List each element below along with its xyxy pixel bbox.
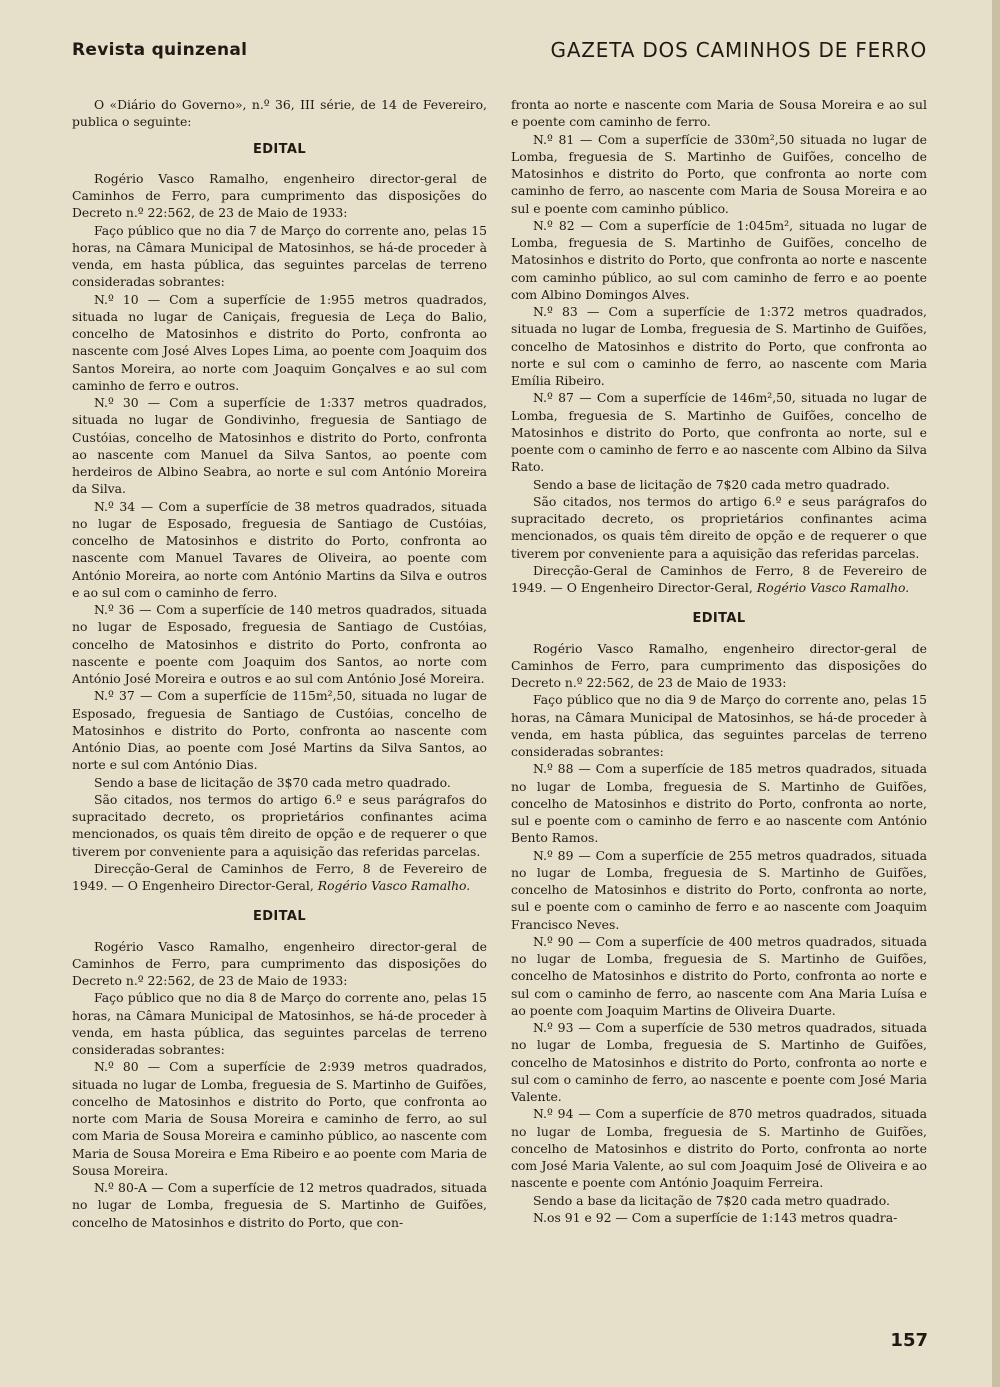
closing-text: Direcção-Geral de Caminhos de Ferro, 8 de Fevereiro de 1949. — O Engenheiro Director-Geral, [511,562,927,595]
header-section-label: Revista quinzenal [72,40,248,60]
edital-2-paragraph: N.º 81 — Com a superfície de 330m²,50 situada no lugar de Lomba, freguesia de S. Martinho de Guifões, concelho de Matosinhos e distrito do Porto, que confronta ao norte com caminho de ferro, ao nascente com Maria de Sousa Moreira e ao sul e poente com caminho público. [511,131,927,216]
edital-1-paragraph: Sendo a base de licitação de 3$70 cada metro quadrado. [94,774,451,790]
edital-2-paragraph: N.º 80-A — Com a superfície de 12 metros quadrados, situada no lugar de Lomba, freguesia de S. Martinho de Guifões, concelho de Matosinhos e distrito do Porto, que con- [72,1180,487,1230]
edital-1-paragraph: Rogério Vasco Ramalho, engenheiro director-geral de Caminhos de Ferro, para cumprimento das disposições do Decreto n.º 22:562, de 23 de Maio de 1933: [72,170,487,221]
edital-1-paragraph: Faço público que no dia 7 de Março do corrente ano, pelas 15 horas, na Câmara Municipal de Matosinhos, se há-de proceder à venda, em hasta pública, das seguintes parcelas de terreno consideradas sobrantes: [72,222,487,290]
signature: Rogério Vasco Ramalho. [317,878,471,893]
edital-2-paragraph: Faço público que no dia 8 de Março do corrente ano, pelas 15 horas, na Câmara Municipal de Matosinhos, se há-de proceder à venda, em hasta pública, das seguintes parcelas de terreno consideradas sobrantes: [72,990,487,1057]
page-edge [992,0,1000,1387]
edital-3-paragraph: Faço público que no dia 9 de Março do corrente ano, pelas 15 horas, na Câmara Municipal de Matosinhos, se há-de proceder à venda, em hasta pública, das seguintes parcelas de terreno consideradas sobrantes: [511,692,927,759]
edital-3-paragraph: N.º 88 — Com a superfície de 185 metros quadrados, situada no lugar de Lomba, freguesia de S. Martinho de Guifões, concelho de Matosinhos e distrito do Porto, confronta ao norte, sul e poente com o caminho de ferro e ao nascente com António Bento Ramos. [511,761,927,846]
edital-2-paragraph: N.º 80 — Com a superfície de 2:939 metros quadrados, situada no lugar de Lomba, freguesia de S. Martinho de Guifões, concelho de Matosinhos e distrito do Porto, que confronta ao norte com Maria de Sousa Moreira e caminho de ferro, ao sul com Maria de Sousa Moreira e caminho público, ao nascente com Maria de Sousa Moreira e Ema Ribeiro e ao poente com Maria de Sousa Moreira. [72,1059,487,1178]
edital-1-paragraph: São citados, nos termos do artigo 6.º e seus parágrafos do supracitado decreto, os proprietários confinantes acima mencionados, os quais têm direito de opção e de requerer o que tiverem por conveniente para a aquisição das referidas parcelas. [72,791,487,859]
edital-3-paragraph: Rogério Vasco Ramalho, engenheiro director-geral de Caminhos de Ferro, para cumprimento das disposições do Decreto n.º 22:562, de 23 de Maio de 1933: [511,640,927,690]
edital-1-paragraph: N.º 10 — Com a superfície de 1:955 metros quadrados, situada no lugar de Caniçais, freguesia de Leça do Balio, concelho de Matosinhos e distrito do Porto, confronta ao nascente com José Alves Lopes Lima, ao poente com Joaquim dos Santos Moreira, ao norte com Joaquim Gonçalves e ao sul com caminho de ferro e outros. [72,291,487,393]
edital-3-paragraph: N.º 89 — Com a superfície de 255 metros quadrados, situada no lugar de Lomba, freguesia de S. Martinho de Guifões, concelho de Matosinhos e distrito do Porto, confronta ao norte, sul e poente com o caminho de ferro e ao nascente com Joaquim Francisco Neves. [511,847,927,932]
signature: Rogério Vasco Ramalho. [756,580,910,595]
edital-2-title: EDITAL [252,909,307,925]
edital-1-paragraph: N.º 34 — Com a superfície de 38 metros quadrados, situada no lugar de Esposado, freguesia de Santiago de Custóias, concelho de Matosinhos e distrito do Porto, confronta ao nascente com Manuel Tavares de Oliveira, ao poente com António Moreira, ao norte com António Martins da Silva e outros e ao sul com o caminho de ferro. [72,498,487,600]
edital-1-paragraph: N.º 36 — Com a superfície de 140 metros quadrados, situada no lugar de Esposado, freguesia de Santiago de Custóias, concelho de Matosinhos e distrito do Porto, confronta ao nascente e poente com Joaquim dos Santos, ao norte com António José Moreira e outros e ao sul com António José Moreira. [72,602,487,686]
edital-3-paragraph: N.º 93 — Com a superfície de 530 metros quadrados, situada no lugar de Lomba, freguesia de S. Martinho de Guifões, concelho de Matosinhos e distrito do Porto, confronta ao norte e sul com o caminho de ferro, ao nascente e poente com José Maria Valente. [511,1020,927,1104]
edital-3-paragraph: Sendo a base da licitação de 7$20 cada metro quadrado. [533,1192,890,1208]
edital-3-title: EDITAL [692,611,746,627]
edital-2-closing [511,562,927,597]
edital-3-paragraph: N.º 90 — Com a superfície de 400 metros quadrados, situada no lugar de Lomba, freguesia de S. Martinho de Guifões, concelho de Matosinhos e distrito do Porto, confronta ao norte e sul com o caminho de ferro, ao nascente com Ana Maria Luísa e ao poente com Joaquim Martins de Oliveira Duarte. [511,933,927,1018]
edital-2-paragraph: Sendo a base de licitação de 7$20 cada metro quadrado. [533,476,890,492]
left-column [72,96,487,1231]
page-number: 157 [890,1330,928,1351]
edital-1-paragraph: N.º 37 — Com a superfície de 115m²,50, situada no lugar de Esposado, freguesia de Santiago de Custóias, concelho de Matosinhos e distrito do Porto, confronta ao nascente com António Dias, ao poente com José Martins da Silva Santos, ao norte e sul com António Dias. [72,688,487,773]
header-publication-title: GAZETA DOS CAMINHOS DE FERRO [550,38,927,62]
page-header [72,38,927,68]
edital-2-paragraph: Rogério Vasco Ramalho, engenheiro director-geral de Caminhos de Ferro, para cumprimento das disposições do Decreto n.º 22:562, de 23 de Maio de 1933: [72,938,487,988]
edital-2-paragraph: N.º 83 — Com a superfície de 1:372 metros quadrados, situada no lugar de Lomba, freguesia de S. Martinho de Guifões, concelho de Matosinhos e distrito do Porto, que confronta ao norte e sul com o caminho de ferro, ao nascente com Maria Emília Ribeiro. [511,304,927,388]
edital-1-paragraph: N.º 30 — Com a superfície de 1:337 metros quadrados, situada no lugar de Gondivinho, freguesia de Santiago de Custóias, concelho de Matosinhos e distrito do Porto, confronta ao nascente com Manuel da Silva Santos, ao poente com herdeiros de Albino Seabra, ao norte e sul com António Moreira da Silva. [72,395,487,497]
closing-text: Direcção-Geral de Caminhos de Ferro, 8 de Fevereiro de 1949. — O Engenheiro Director-Geral, [72,860,487,893]
edital-1-title: EDITAL [252,141,307,157]
edital-2-paragraph: N.º 87 — Com a superfície de 146m²,50, situada no lugar de Lomba, freguesia de S. Martinho de Guifões, concelho de Matosinhos e distrito do Porto, que confronta ao norte, sul e poente com o caminho de ferro e ao nascente com Albino da Silva Rato. [511,390,927,475]
edital-3-paragraph: N.os 91 e 92 — Com a superfície de 1:143 metros quadra- [533,1209,898,1225]
edital-1-closing [72,860,487,895]
continued-paragraph: fronta ao norte e nascente com Maria de Sousa Moreira e ao sul e poente com caminho de ferro. [511,97,927,130]
intro-paragraph: O «Diário do Governo», n.º 36, III série, de 14 de Fevereiro, publica o seguinte: [72,97,487,130]
edital-3-paragraph: N.º 94 — Com a superfície de 870 metros quadrados, situada no lugar de Lomba, freguesia de S. Martinho de Guifões, concelho de Matosinhos e distrito do Porto, confronta ao norte com José Maria Valente, ao sul com Joaquim José de Oliveira e ao nascente e poente com António Joaquim Ferreira. [511,1106,927,1191]
right-column [511,96,927,1226]
edital-2-paragraph: São citados, nos termos do artigo 6.º e seus parágrafos do supracitado decreto, os proprietários confinantes acima mencionados, os quais têm direito de opção e de requerer o que tiverem por conveniente para a aquisição das referidas parcelas. [511,493,927,561]
edital-2-paragraph: N.º 82 — Com a superfície de 1:045m², situada no lugar de Lomba, freguesia de S. Martinho de Guifões, concelho de Matosinhos e distrito do Porto, que confronta ao norte e nascente com caminho público, ao sul com caminho de ferro e ao poente com Albino Domingos Alves. [511,217,927,302]
